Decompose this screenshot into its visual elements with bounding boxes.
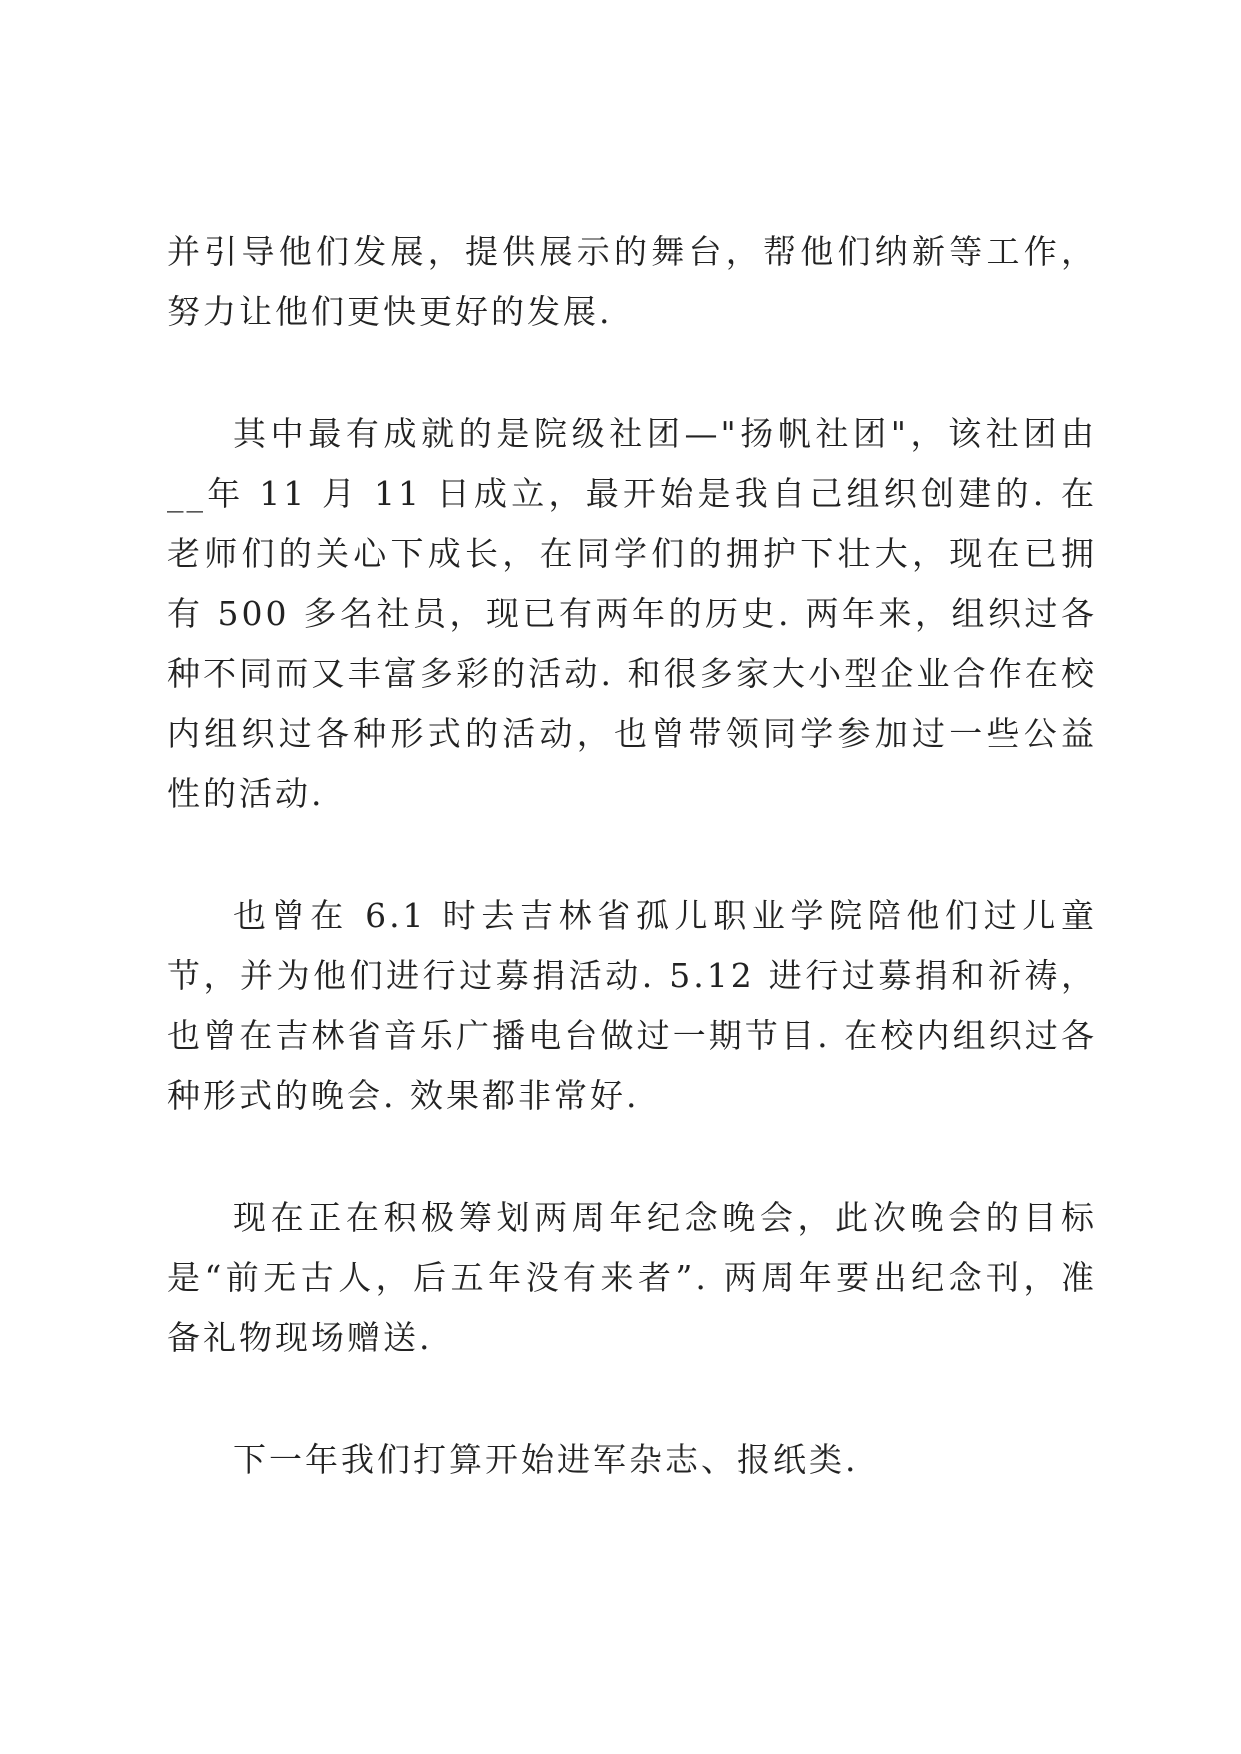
paragraph-3: 也曾在 6.1 时去吉林省孤儿职业学院陪他们过儿童节，并为他们进行过募捐活动. 5.12 进行过募捐和祈祷，也曾在吉林省音乐广播电台做过一期节目. 在校内组织过各种形式的晚会. 效果都非常好. (167, 896, 1097, 1115)
paragraph-5: 下一年我们打算开始进军杂志、报纸类. (233, 1440, 859, 1479)
paragraph-4: 现在正在积极筹划两周年纪念晚会，此次晚会的目标是“前无古人，后五年没有来者”. 两周年要出纪念刊，准备礼物现场赠送. (167, 1198, 1097, 1357)
paragraph-2: 其中最有成就的是院级社团—"扬帆社团"，该社团由__年 11 月 11 日成立，最开始是我自己组织创建的. 在老师们的关心下成长，在同学们的拥护下壮大，现在已拥有 500 多名社员，现已有两年的历史. 两年来，组织过各种不同而又丰富多彩的活动. 和很多家大小型企业合作在校内组织过各种形式的活动，也曾带领同学参加过一些公益性的活动. (167, 414, 1097, 813)
paragraph-1: 并引导他们发展，提供展示的舞台，帮他们纳新等工作，努力让他们更快更好的发展. (167, 232, 1097, 331)
document-body (167, 222, 1097, 1490)
